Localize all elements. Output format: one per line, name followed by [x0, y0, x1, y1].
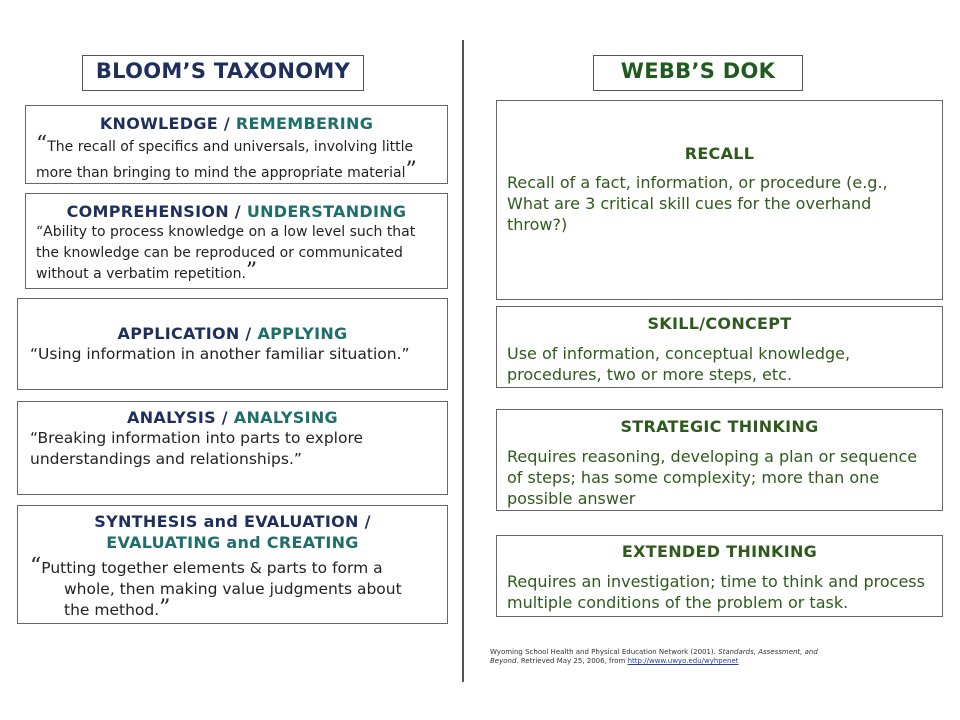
bloom-title: BLOOM’S TAXONOMY: [82, 55, 364, 91]
bloom-level-heading: SYNTHESIS and EVALUATION / EVALUATING and CREATING: [94, 512, 371, 552]
bloom-level-heading: COMPREHENSION / UNDERSTANDING: [66, 202, 407, 221]
dok-level-extended-thinking: [496, 535, 943, 617]
bloom-level-comprehension: [25, 193, 448, 289]
bloom-level-synthesis: [17, 505, 448, 624]
bloom-level-heading: ANALYSIS / ANALYSING: [127, 408, 338, 427]
column-divider: [462, 40, 464, 682]
bloom-level-quote: “Putting together elements & parts to form a whole, then making value judgments about the method.”: [30, 554, 402, 621]
citation: Wyoming School Health and Physical Education Network (2001). Standards, Assessment, and Beyond. Retrieved May 25, 2006, from http://www.uwyo.edu/wyhpenet: [490, 648, 818, 665]
citation-link[interactable]: http://www.uwyo.edu/wyhpenet: [627, 657, 739, 665]
dok-level-heading: EXTENDED THINKING: [621, 542, 818, 561]
bloom-level-quote: “Using information in another familiar situation.”: [30, 345, 410, 363]
dok-level-text: Requires reasoning, developing a plan or sequence of steps; has some complexity; more than one possible answer: [507, 447, 918, 508]
bloom-level-quote: “Breaking information into parts to explore understandings and relationships.”: [30, 429, 364, 468]
dok-level-heading: RECALL: [684, 144, 755, 163]
dok-level-heading: SKILL/CONCEPT: [647, 314, 792, 333]
bloom-level-knowledge: [25, 105, 448, 184]
dok-level-text: Requires an investigation; time to think and process multiple conditions of the problem or task.: [507, 572, 925, 612]
dok-level-strategic-thinking: [496, 409, 943, 511]
dok-level-heading: STRATEGIC THINKING: [620, 417, 819, 436]
bloom-level-analysis: [17, 401, 448, 495]
bloom-level-application: [17, 298, 448, 390]
dok-level-text: Recall of a fact, information, or procedure (e.g., What are 3 critical skill cues for the overhand throw?): [507, 173, 888, 234]
bloom-level-heading: KNOWLEDGE / REMEMBERING: [99, 114, 374, 133]
bloom-level-quote: “The recall of specifics and universals, involving little more than bringing to mind the appropriate material”: [36, 132, 417, 183]
dok-level-recall: [496, 100, 943, 300]
dok-level-skill-concept: [496, 306, 943, 388]
dok-level-text: Use of information, conceptual knowledge, procedures, two or more steps, etc.: [507, 344, 851, 384]
dok-title: WEBB’S DOK: [593, 55, 803, 91]
bloom-level-heading: APPLICATION / APPLYING: [117, 324, 348, 343]
bloom-level-quote: “Ability to process knowledge on a low level such that the knowledge can be reproduced or communicated without a verbatim repetition.”: [36, 224, 416, 284]
